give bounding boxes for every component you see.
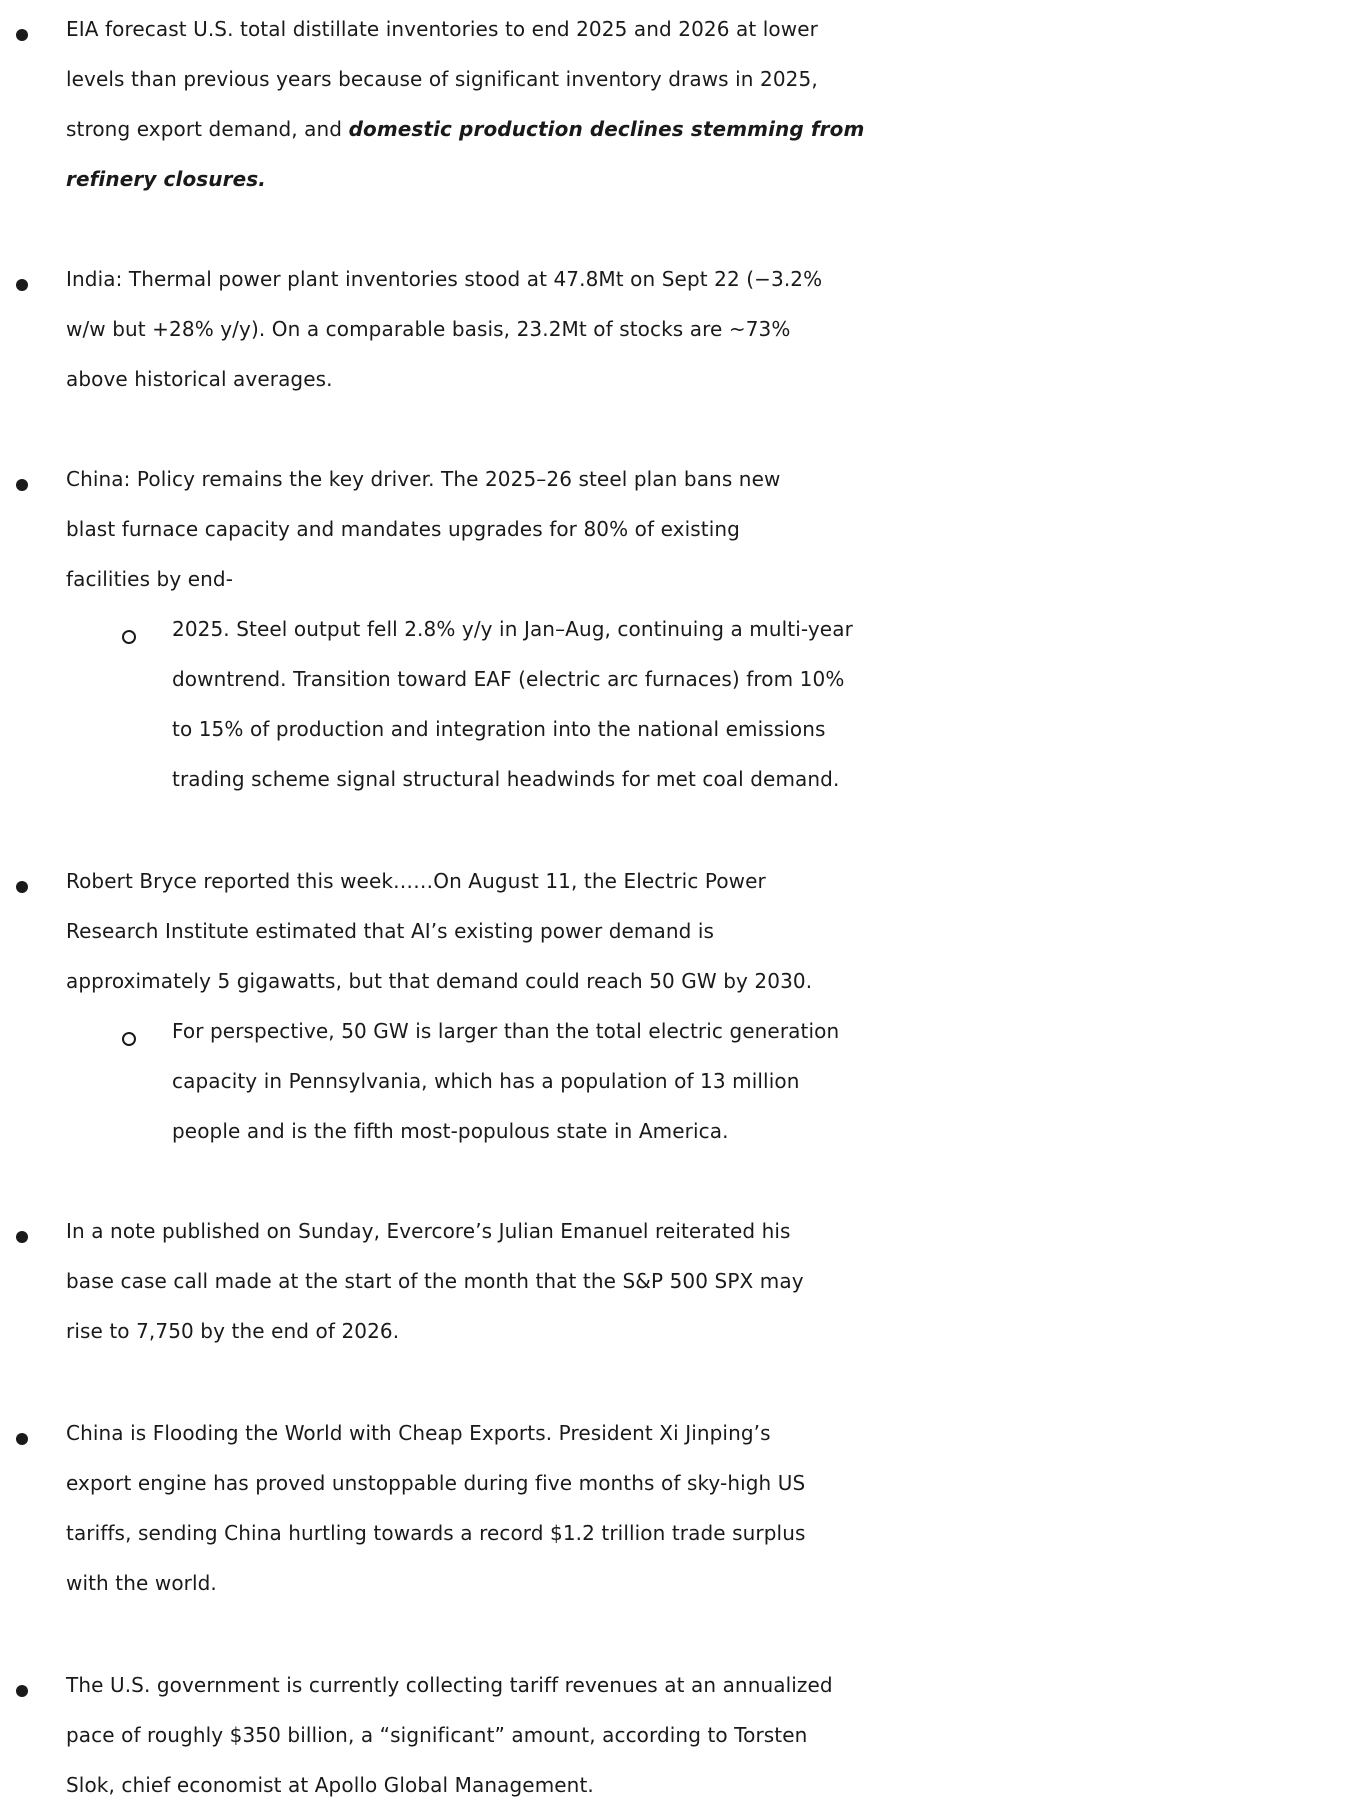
- bullet-line-plain: strong export demand, and: [66, 117, 349, 141]
- sub-bullet-line: 2025. Steel output fell 2.8% y/y in Jan–Aug, continuing a multi-year: [172, 617, 853, 641]
- bullet-marker: [16, 279, 28, 291]
- bullet-text: [66, 1206, 1350, 1356]
- bullet-line: approximately 5 gigawatts, but that demand could reach 50 GW by 2030.: [66, 969, 813, 993]
- sub-bullet-line: to 15% of production and integration into the national emissions: [172, 717, 826, 741]
- sub-bullet-line: downtrend. Transition toward EAF (electric arc furnaces) from 10%: [172, 667, 845, 691]
- bullet-line: Robert Bryce reported this week……On August 11, the Electric Power: [66, 869, 766, 893]
- bullet-line: with the world.: [66, 1571, 217, 1595]
- bullet-line: export engine has proved unstoppable during five months of sky-high US: [66, 1471, 806, 1495]
- bullet-line: above historical averages.: [66, 367, 333, 391]
- bullet-marker: [16, 881, 28, 893]
- bullet-line: India: Thermal power plant inventories stood at 47.8Mt on Sept 22 (−3.2%: [66, 267, 823, 291]
- sub-bullet-line: people and is the fifth most-populous state in America.: [172, 1119, 729, 1143]
- bullet-text: [66, 856, 1350, 1006]
- bullet-line: pace of roughly $350 billion, a “significant” amount, according to Torsten: [66, 1723, 808, 1747]
- bullet-marker: [16, 479, 28, 491]
- bullet-line: w/w but +28% y/y). On a comparable basis, 23.2Mt of stocks are ~73%: [66, 317, 791, 341]
- bullet-line: China: Policy remains the key driver. The 2025–26 steel plan bans new: [66, 467, 781, 491]
- bullet-line: blast furnace capacity and mandates upgrades for 80% of existing: [66, 517, 740, 541]
- bullet-line: levels than previous years because of significant inventory draws in 2025,: [66, 67, 818, 91]
- bullet-line: China is Flooding the World with Cheap Exports. President Xi Jinping’s: [66, 1421, 771, 1445]
- bullet-line: [66, 104, 1350, 154]
- bullet-marker: [16, 1685, 28, 1697]
- sub-bullet-text: [172, 604, 1350, 804]
- bullet-text: [66, 254, 1350, 404]
- bullet-line: The U.S. government is currently collecting tariff revenues at an annualized: [66, 1673, 833, 1697]
- bullet-text: [66, 4, 1350, 204]
- bullet-line: facilities by end-: [66, 567, 234, 591]
- bullet-text: [66, 1408, 1350, 1608]
- bullet-line: base case call made at the start of the month that the S&P 500 SPX may: [66, 1269, 804, 1293]
- bullet-line: EIA forecast U.S. total distillate inventories to end 2025 and 2026 at lower: [66, 17, 818, 41]
- bullet-line: Slok, chief economist at Apollo Global Management.: [66, 1773, 594, 1797]
- bullet-line: In a note published on Sunday, Evercore’s Julian Emanuel reiterated his: [66, 1219, 791, 1243]
- bullet-line: tariffs, sending China hurtling towards a record $1.2 trillion trade surplus: [66, 1521, 806, 1545]
- sub-bullet-line: capacity in Pennsylvania, which has a population of 13 million: [172, 1069, 800, 1093]
- bullet-marker: [16, 1433, 28, 1445]
- bullet-text: [66, 1660, 1350, 1810]
- sub-bullet-line: trading scheme signal structural headwinds for met coal demand.: [172, 767, 840, 791]
- bullet-line: rise to 7,750 by the end of 2026.: [66, 1319, 400, 1343]
- sub-bullet-marker: [122, 630, 136, 644]
- sub-bullet-text: [172, 1006, 1350, 1156]
- bullet-marker: [16, 29, 28, 41]
- bullet-line: Research Institute estimated that AI’s existing power demand is: [66, 919, 715, 943]
- sub-bullet-marker: [122, 1032, 136, 1046]
- emphasis-text: domestic production declines stemming from: [348, 117, 865, 141]
- bullet-text: [66, 454, 1350, 604]
- bullet-marker: [16, 1231, 28, 1243]
- emphasis-text: refinery closures.: [66, 167, 266, 191]
- sub-bullet-line: For perspective, 50 GW is larger than the total electric generation: [172, 1019, 840, 1043]
